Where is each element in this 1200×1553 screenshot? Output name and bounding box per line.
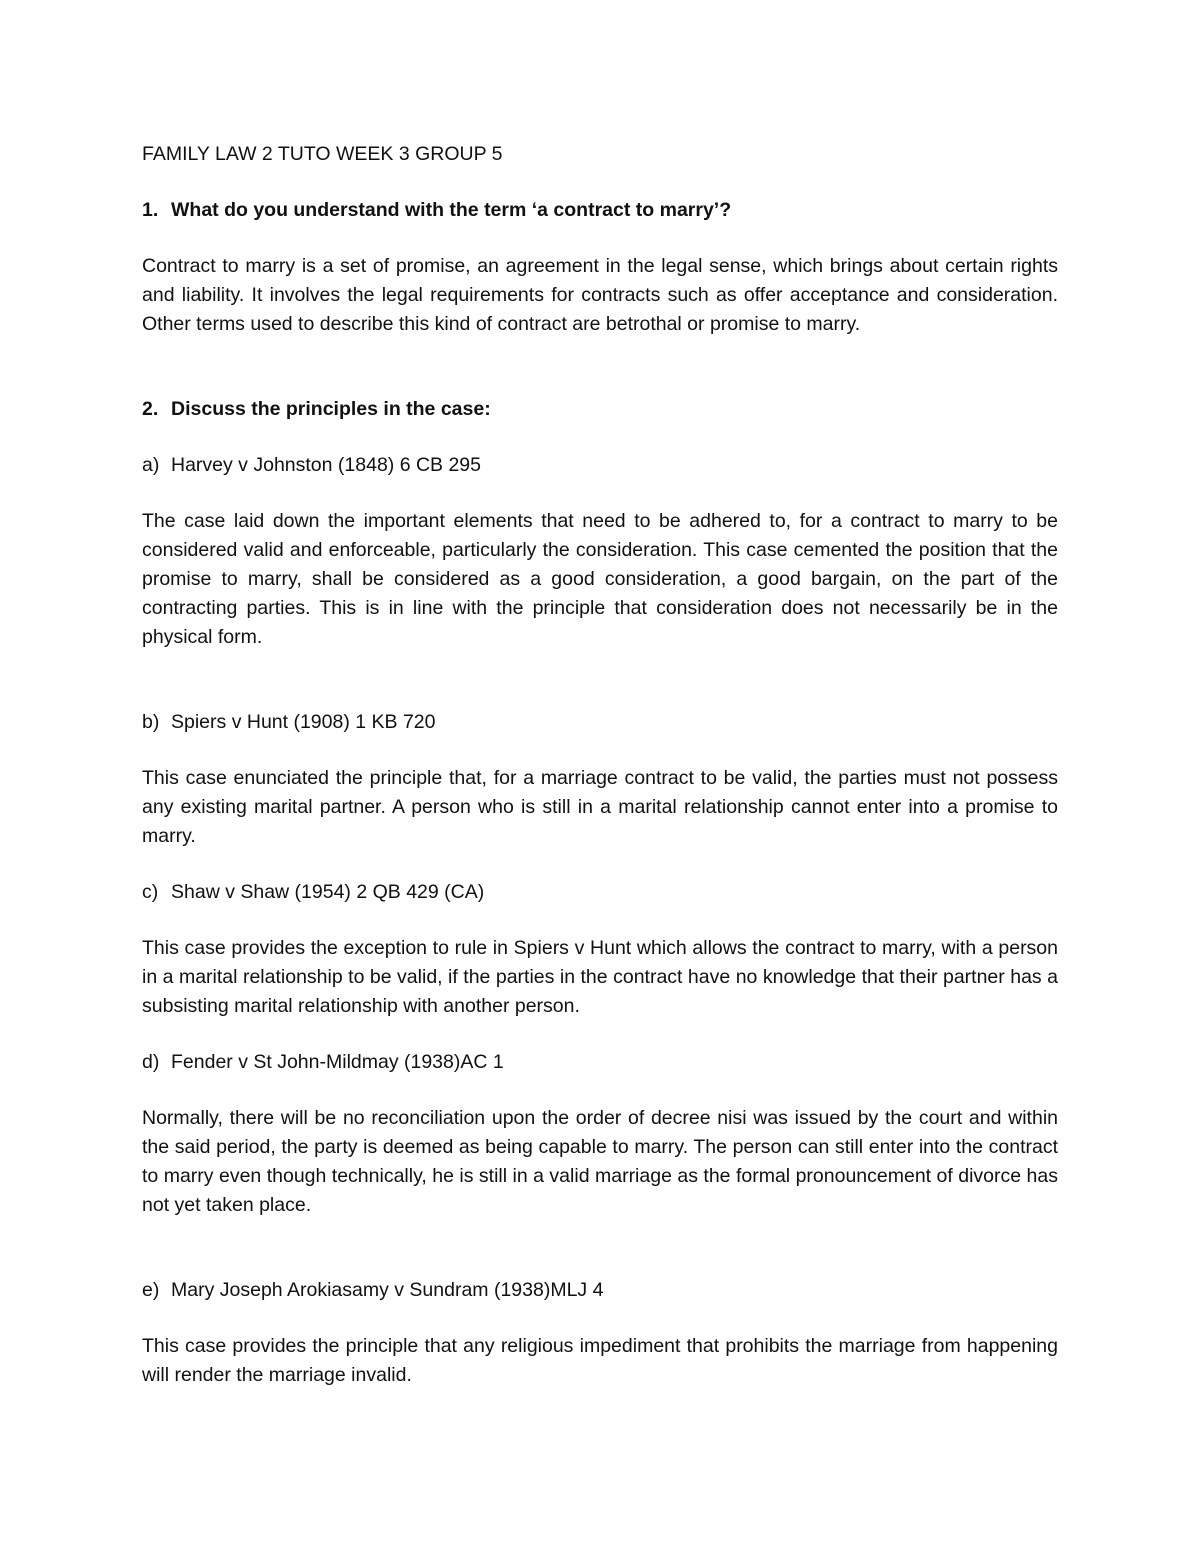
case-e-heading	[142, 1276, 1058, 1305]
question-1-number: 1.	[142, 199, 159, 221]
case-a-letter: a)	[142, 454, 160, 476]
case-a-title: Harvey v Johnston (1848) 6 CB 295	[171, 454, 482, 476]
case-e-letter: e)	[142, 1279, 160, 1301]
case-a-text: The case laid down the important elements that need to be adhered to, for a contract to marry to be considered valid and enforceable, particularly the consideration. This case cemented the position that the promise to marry, shall be considered as a good consideration, a good bargain, on the part of the contracting parties. This is in line with the principle that consideration does not necessarily be in the physical form.	[142, 510, 1058, 648]
case-b-heading	[142, 708, 1058, 737]
case-d-letter: d)	[142, 1051, 160, 1073]
case-b-text: This case enunciated the principle that, for a marriage contract to be valid, the parties must not possess any existing marital partner. A person who is still in a marital relationship cannot enter into a promise to marry.	[142, 767, 1058, 847]
case-d-heading	[142, 1048, 1058, 1077]
question-2	[142, 395, 1058, 424]
document-body	[142, 140, 1058, 1390]
case-d-text: Normally, there will be no reconciliation upon the order of decree nisi was issued by the court and within the said period, the party is deemed as being capable to marry. The person can still enter into the contract to marry even though technically, he is still in a valid marriage as the formal pronouncement of divorce has not yet taken place.	[142, 1107, 1058, 1216]
document-title: FAMILY LAW 2 TUTO WEEK 3 GROUP 5	[142, 143, 503, 165]
question-2-number: 2.	[142, 398, 159, 420]
case-c-heading	[142, 878, 1058, 907]
case-d-title: Fender v St John-Mildmay (1938)AC 1	[171, 1051, 504, 1073]
question-1	[142, 196, 1058, 225]
case-c-letter: c)	[142, 881, 159, 903]
case-e-text: This case provides the principle that any religious impediment that prohibits the marriage from happening will render the marriage invalid.	[142, 1335, 1058, 1386]
case-c-title: Shaw v Shaw (1954) 2 QB 429 (CA)	[171, 881, 485, 903]
question-1-text: What do you understand with the term ‘a contract to marry’?	[171, 199, 732, 221]
case-e-title: Mary Joseph Arokiasamy v Sundram (1938)MLJ 4	[171, 1279, 604, 1301]
case-a-heading	[142, 451, 1058, 480]
case-b-letter: b)	[142, 711, 160, 733]
question-2-text: Discuss the principles in the case:	[171, 398, 491, 420]
case-c-text: This case provides the exception to rule in Spiers v Hunt which allows the contract to marry, with a person in a marital relationship to be valid, if the parties in the contract have no knowledge that their partner has a subsisting marital relationship with another person.	[142, 937, 1058, 1017]
question-1-answer: Contract to marry is a set of promise, an agreement in the legal sense, which brings about certain rights and liability. It involves the legal requirements for contracts such as offer acceptance and consideration. Other terms used to describe this kind of contract are betrothal or promise to marry.	[142, 255, 1058, 335]
case-b-title: Spiers v Hunt (1908) 1 KB 720	[171, 711, 436, 733]
